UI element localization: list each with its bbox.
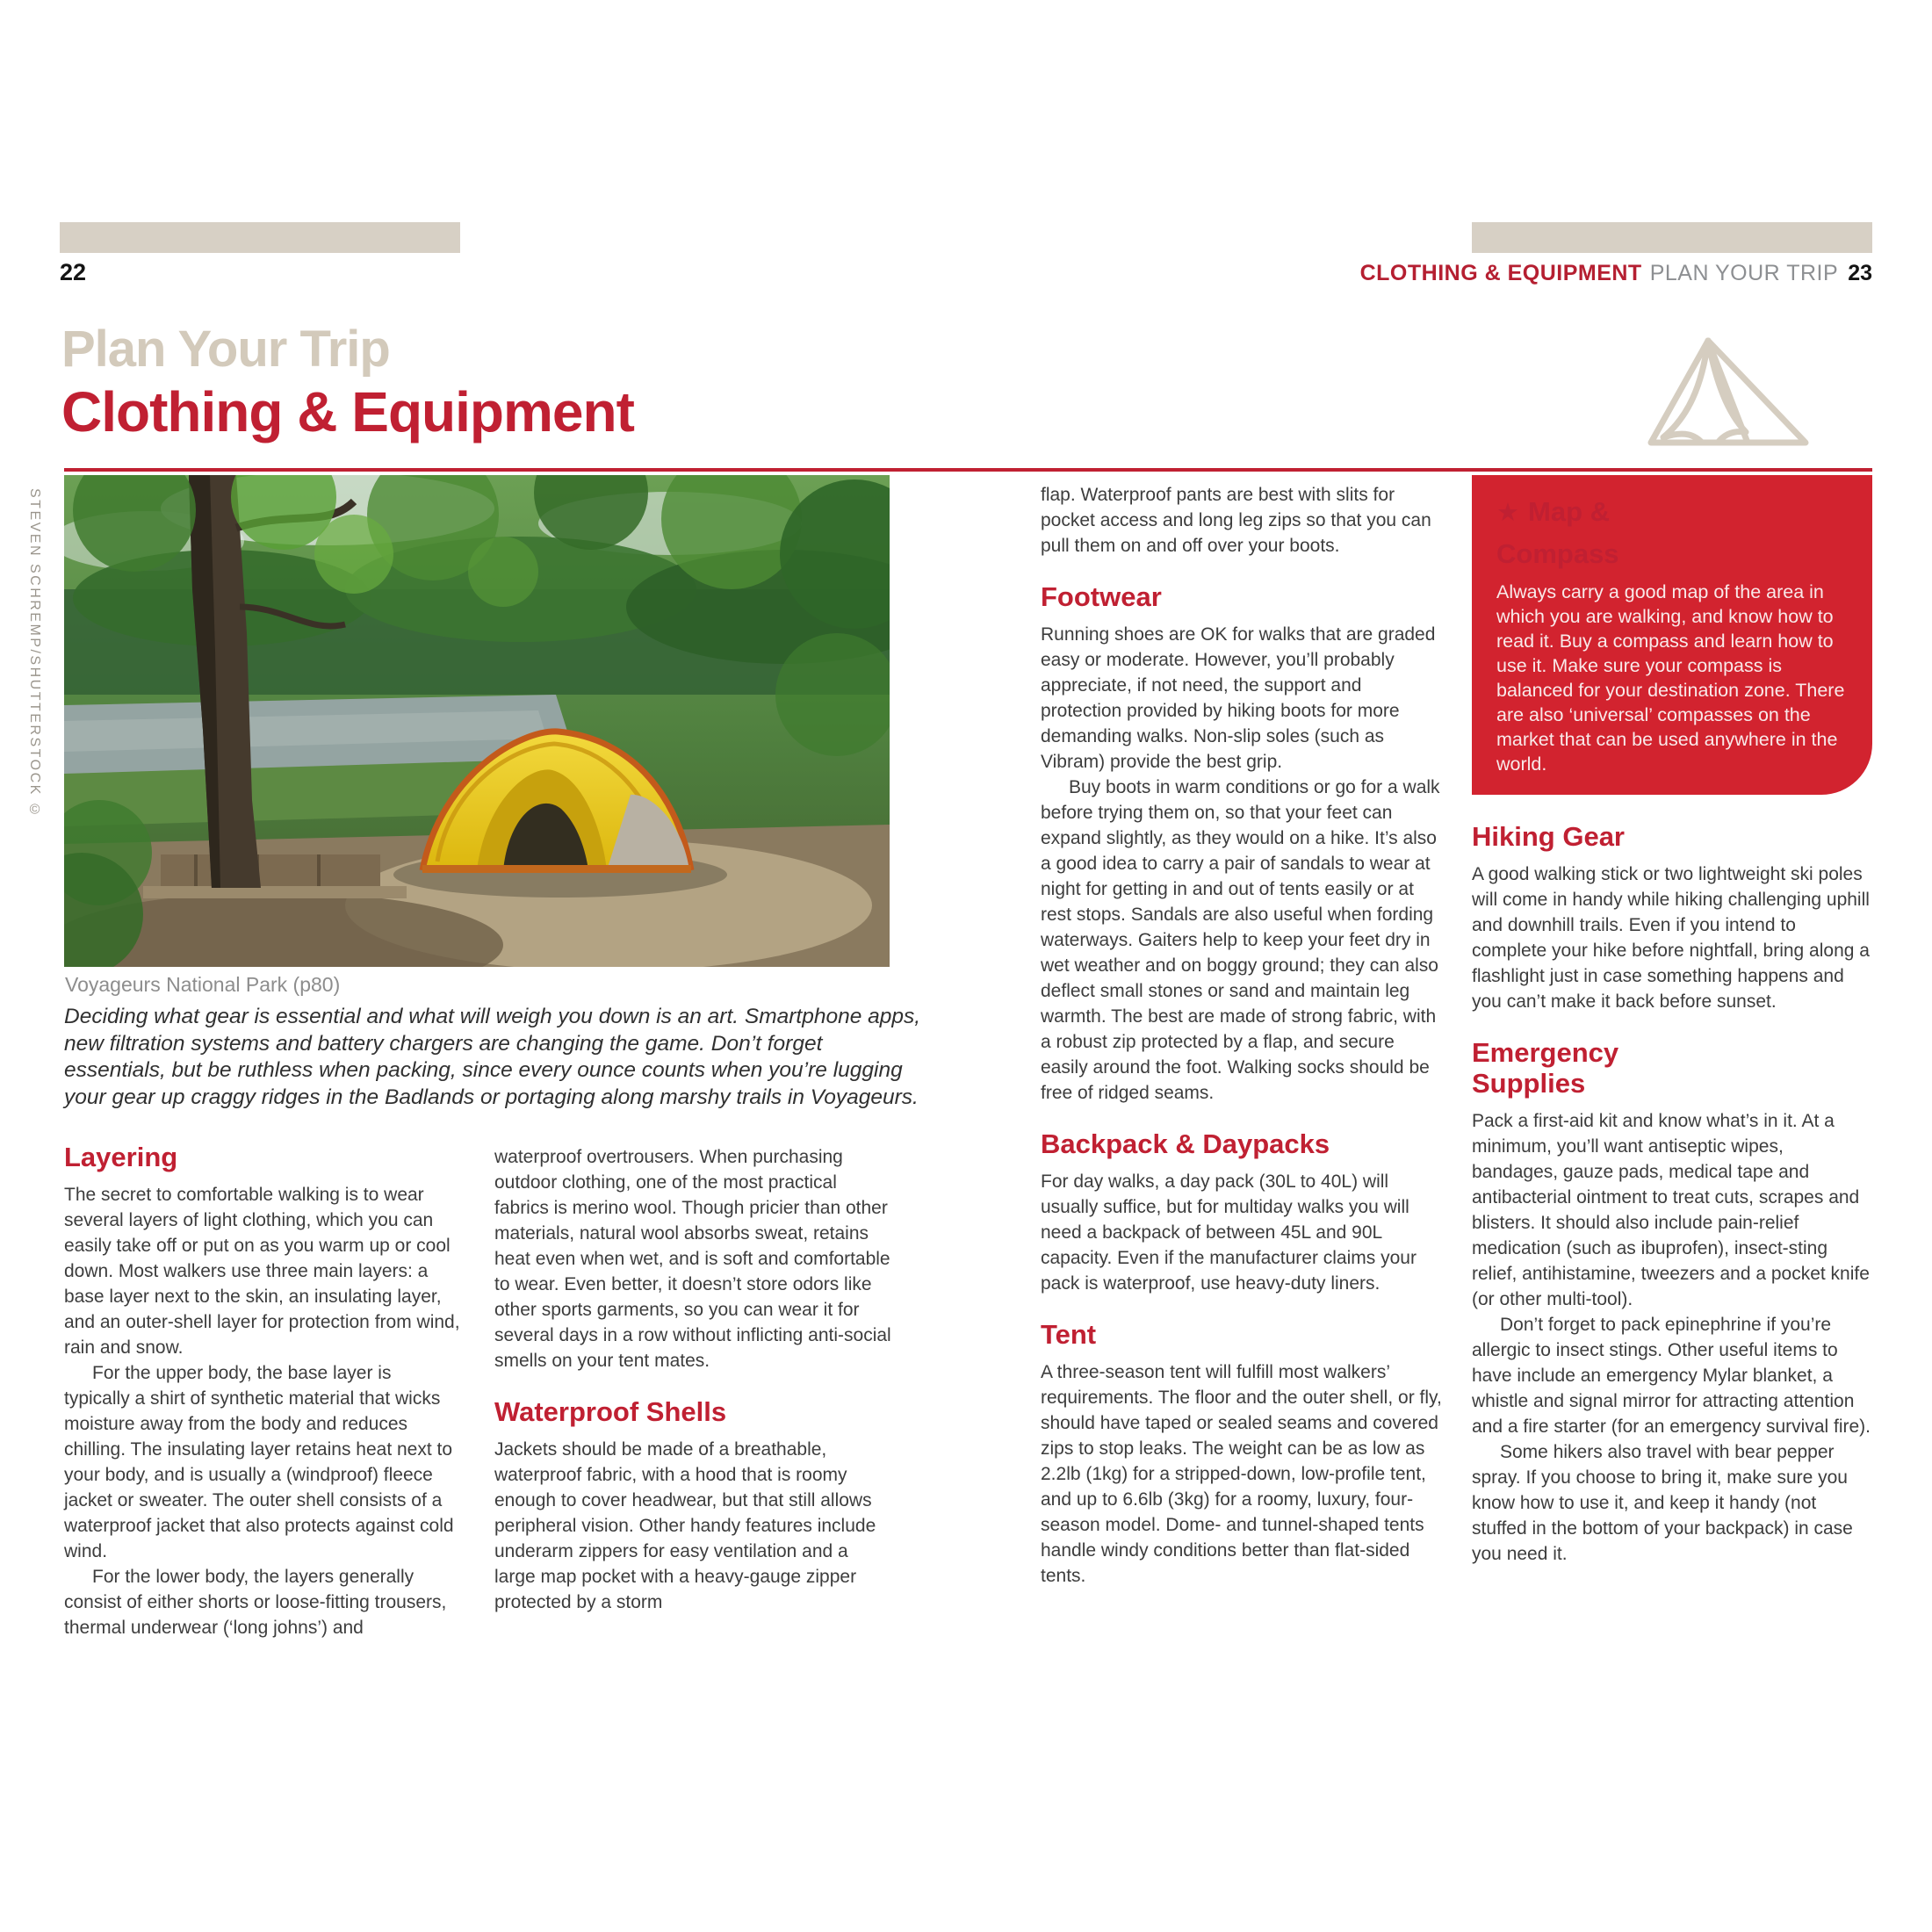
- map-compass-title: ★ Map &: [1496, 496, 1610, 527]
- section-heading-backpack: Backpack & Daypacks: [1041, 1128, 1330, 1159]
- column-2: [494, 1144, 891, 1615]
- paragraph: Some hikers also travel with bear pepper spray. If you choose to bring it, make sure you know how to use it, and keep it handy (not stuffed in the bottom of your backpack) in case you need it.: [1472, 1442, 1853, 1564]
- top-rule-left: [60, 222, 460, 253]
- paragraph: Don’t forget to pack epinephrine if you’re allergic to insect stings. Other useful items to have include an emergency Mylar blanket, a whistle and signal mirror for attracting attention and a fire starter (for an emergency survival fire).: [1472, 1315, 1871, 1437]
- map-compass-title-line2: Compass: [1496, 538, 1619, 569]
- paragraph: For the lower body, the layers generally consist of either shorts or loose-fitting trousers, thermal underwear (‘long johns’) and: [64, 1567, 447, 1638]
- section-heading-hiking-gear: Hiking Gear: [1472, 821, 1625, 852]
- paragraph: The secret to comfortable walking is to wear several layers of light clothing, which you can easily take off or put on as you warm up or cool down. Most walkers use three main layers: a base layer next to the skin, an insulating layer, and an outer-shell layer for protection from wind, rain and snow.: [64, 1185, 460, 1358]
- running-header-context: PLAN YOUR TRIP: [1649, 261, 1839, 285]
- campsite-photo-graphic: [64, 475, 890, 967]
- section-heading-emergency-supplies: Emergency Supplies: [1472, 1037, 1619, 1099]
- column-1: [64, 1142, 461, 1640]
- eyebrow-title: Plan Your Trip: [61, 321, 390, 378]
- section-heading-tent: Tent: [1041, 1319, 1097, 1350]
- running-header: [1360, 261, 1872, 286]
- campsite-photo: [64, 475, 890, 967]
- page-number-left: 22: [60, 259, 87, 285]
- column-3: [1041, 482, 1443, 1589]
- paragraph: Pack a first-aid kit and know what’s in it. At a minimum, you’ll want antiseptic wipes, bandages, gauze pads, medical tape and antibacterial ointment to treat cuts, scrapes and blisters. It should also include pain-relief medication (such as ibuprofen), insect-sting relief, antihistamine, tweezers and a pocket knife (or other multi-tool).: [1472, 1111, 1870, 1309]
- map-compass-body: Always carry a good map of the area in which you are walking, and know how to read it. Buy a compass and learn how to use it. Make sure your compass is balanced for your destination zone. There are also ‘universal’ compasses on the market that can be used anywhere in the world.: [1496, 581, 1845, 775]
- paragraph: Running shoes are OK for walks that are graded easy or moderate. However, you’ll probably appreciate, if not need, the support and protection provided by hiking boots for more demanding walks. Non-slip soles (such as Vibram) provide the best grip.: [1041, 624, 1436, 772]
- paragraph: A good walking stick or two lightweight ski poles will come in handy while hiking challenging uphill and downhill trails. Even if you intend to complete your hike before nightfall, bring along a flashlight just in case something happens and you can’t make it back before sunset.: [1472, 864, 1870, 1012]
- tent-icon: [1644, 334, 1813, 448]
- paragraph: For day walks, a day pack (30L to 40L) will usually suffice, but for multiday walks you will need a backpack of between 45L and 90L capacity. Even if the manufacturer claims your pack is waterproof, use heavy-duty liners.: [1041, 1171, 1417, 1294]
- section-rule: [64, 468, 1872, 472]
- paragraph: waterproof overtrousers. When purchasing outdoor clothing, one of the most practical fabrics is merino wool. Though pricier than other materials, natural wool absorbs sweat, retains heat even when wet, and is soft and comfortable to wear. Even better, it doesn’t store odors like other sports garments, so you can wear it for several days in a row without inflicting anti-social smells on your tent mates.: [494, 1147, 891, 1371]
- photo-credit: STEVEN SCHREMP/SHUTTERSTOCK ©: [27, 488, 42, 820]
- paragraph: Jackets should be made of a breathable, waterproof fabric, with a hood that is roomy enough to cover headwear, but that still allows peripheral vision. Other handy features include underarm zippers for easy ventilation and a large map pocket with a heavy-gauge zipper protected by a storm: [494, 1439, 876, 1612]
- map-compass-box: [1472, 475, 1872, 795]
- page-title: Clothing & Equipment: [61, 380, 634, 443]
- top-rule-right: [1472, 222, 1872, 253]
- section-heading-layering: Layering: [64, 1142, 178, 1172]
- section-heading-waterproof-shells: Waterproof Shells: [494, 1396, 727, 1427]
- photo-caption: Voyageurs National Park (p80): [65, 973, 341, 996]
- paragraph: flap. Waterproof pants are best with slits for pocket access and long leg zips so that you can pull them on and off over your boots.: [1041, 485, 1431, 556]
- running-header-section: CLOTHING & EQUIPMENT: [1359, 261, 1642, 285]
- paragraph: For the upper body, the base layer is typically a shirt of synthetic material that wicks moisture away from the body and reduces chilling. The insulating layer retains heat next to your body, and is usually a (windproof) fleece jacket or sweater. The outer shell consists of a waterproof jacket that also protects against cold wind.: [64, 1363, 454, 1561]
- page-number-right: 23: [1848, 261, 1872, 285]
- paragraph: Buy boots in warm conditions or go for a walk before trying them on, so that your feet can expand slightly, as they would on a hike. It’s also a good idea to carry a pair of sandals to wear at night for getting in and out of tents easily or at rest stops. Sandals are also useful when fording waterways. Gaiters help to keep your feet dry in wet weather and on boggy ground; they can also deflect small stones or sand and maintain leg warmth. The best are made of strong fabric, with a robust zip protected by a flap, and secure easily around the foot. Walking socks should be free of ridged seams.: [1041, 777, 1440, 1103]
- section-heading-footwear: Footwear: [1041, 581, 1162, 612]
- column-4: [1472, 475, 1872, 1567]
- lede-paragraph: Deciding what gear is essential and what will weigh you down is an art. Smartphone apps, new filtration systems and battery chargers are changing the game. Don’t forget essentials, but be ruthless when packing, since every ounce counts when you’re lugging your gear up craggy ridges in the Badlands or portaging along marshy trails in Voyageurs.: [64, 1005, 921, 1109]
- paragraph: A three-season tent will fulfill most walkers’ requirements. The floor and the outer shell, or fly, should have taped or sealed seams and covered zips to stop leaks. The weight can be as low as 2.2lb (1kg) for a stripped-down, low-profile tent, and up to 6.6lb (3kg) for a roomy, luxury, four-season model. Dome- and tunnel-shaped tents handle windy conditions better than flat-sided tents.: [1041, 1362, 1442, 1586]
- star-icon: ★: [1496, 499, 1519, 527]
